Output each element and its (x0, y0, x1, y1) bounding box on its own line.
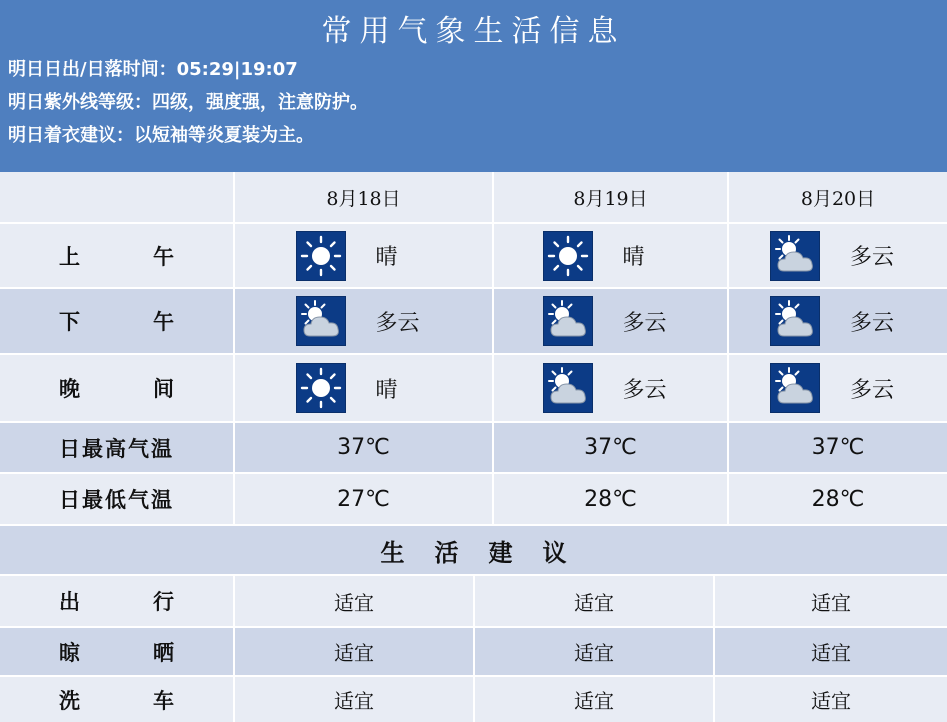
partly-cloudy-icon (770, 231, 820, 281)
advice-label: 出 行 (0, 576, 235, 626)
weather-text: 多云 (375, 310, 420, 336)
date-cell: 8月20日 (729, 172, 947, 222)
header-panel (0, 0, 947, 172)
low-temp-label: 日最低气温 (0, 474, 235, 524)
advice-value: 适宜 (235, 677, 475, 722)
advice-value: 适宜 (715, 576, 947, 626)
date-cell: 8月19日 (494, 172, 729, 222)
weather-cell (235, 224, 494, 287)
advice-row-travel (0, 576, 947, 626)
uv-level-line: 明日紫外线等级：四级，强度强，注意防护。 (8, 92, 368, 113)
period-label: 上 午 (0, 224, 235, 287)
weather-text: 多云 (850, 245, 895, 270)
high-temp-label: 日最高气温 (0, 423, 235, 472)
advice-value: 适宜 (475, 677, 715, 722)
weather-text: 晴 (375, 377, 398, 403)
sunny-icon (296, 363, 346, 413)
weather-cell (494, 355, 729, 421)
partly-cloudy-icon (543, 296, 593, 346)
sunny-icon (543, 231, 593, 281)
date-cell: 8月18日 (235, 172, 494, 222)
weather-cell (235, 355, 494, 421)
weather-text: 多云 (622, 377, 667, 403)
weather-cell (494, 289, 729, 353)
period-label: 晚 间 (0, 355, 235, 421)
advice-section-title: 生活建议 (0, 526, 947, 574)
advice-value: 适宜 (475, 628, 715, 675)
period-row-morning (0, 224, 947, 287)
advice-value: 适宜 (715, 628, 947, 675)
temp-value: 37℃ (235, 423, 494, 472)
advice-label: 晾 晒 (0, 628, 235, 675)
advice-value: 适宜 (235, 628, 475, 675)
sunrise-sunset-line: 明日日出/日落时间：05:29|19:07 (8, 59, 298, 80)
partly-cloudy-icon (296, 296, 346, 346)
advice-label: 洗 车 (0, 677, 235, 722)
partly-cloudy-icon (770, 296, 820, 346)
advice-row-carwash (0, 677, 947, 722)
corner-cell (0, 172, 235, 222)
partly-cloudy-icon (770, 363, 820, 413)
temp-value: 28℃ (494, 474, 729, 524)
advice-value: 适宜 (475, 576, 715, 626)
advice-row-drying (0, 628, 947, 675)
temp-value: 37℃ (729, 423, 947, 472)
date-header-row (0, 172, 947, 222)
partly-cloudy-icon (543, 363, 593, 413)
high-temp-row (0, 423, 947, 472)
period-row-afternoon (0, 289, 947, 353)
weather-cell (729, 355, 947, 421)
sunny-icon (296, 231, 346, 281)
forecast-table (0, 172, 947, 722)
period-label: 下 午 (0, 289, 235, 353)
period-row-evening (0, 355, 947, 421)
advice-value: 适宜 (235, 576, 475, 626)
temp-value: 37℃ (494, 423, 729, 472)
weather-text: 晴 (375, 245, 398, 270)
advice-section-row (0, 526, 947, 574)
weather-text: 晴 (622, 245, 645, 270)
weather-text: 多云 (622, 310, 667, 336)
weather-cell (729, 289, 947, 353)
weather-text: 多云 (850, 310, 895, 336)
page-title: 常用气象生活信息 (321, 14, 626, 49)
low-temp-row (0, 474, 947, 524)
temp-value: 27℃ (235, 474, 494, 524)
advice-value: 适宜 (715, 677, 947, 722)
weather-text: 多云 (850, 377, 895, 403)
weather-cell (494, 224, 729, 287)
weather-cell (729, 224, 947, 287)
weather-cell (235, 289, 494, 353)
temp-value: 28℃ (729, 474, 947, 524)
clothing-advice-line: 明日着衣建议：以短袖等炎夏装为主。 (8, 125, 314, 146)
